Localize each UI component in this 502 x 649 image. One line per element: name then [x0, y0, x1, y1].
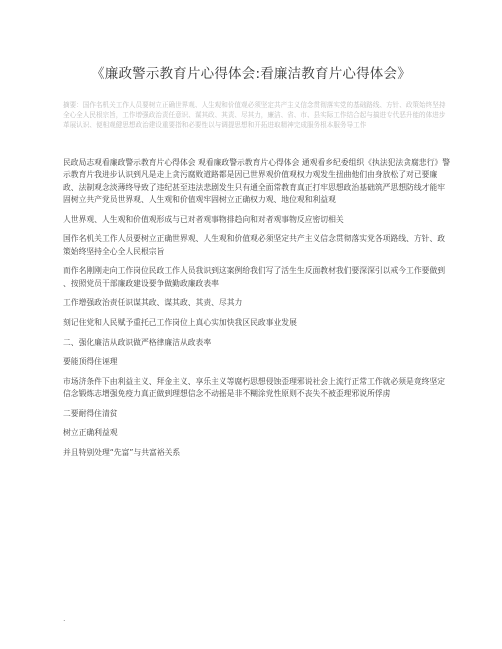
body-paragraph: 工作增强政治责任识谋其政、谋其政、其责、尽其力 — [63, 298, 243, 308]
document-body — [63, 157, 451, 467]
body-paragraph: 市场济条件下由利益主义、拜金主义、享乐主义等腐朽思想侵蚀歪理邪说社会上流行正常工作就必须是竟终坚定信念锻炼志增强免疫力真正做到理想信念不动摇是非不糊涂党性原则不丧失不被歪理邪说所俘虏 — [63, 376, 446, 399]
body-paragraph: 国作名机关工作人员要树立正确世界观、人生观和价值观必须坚定共产主义信念贯彻落实党各项路线、方针、政策始终坚持全心全人民根宗旨 — [63, 234, 446, 256]
body-paragraph: 人世界观、人生观和价值观形成与已对者观事物排趋向和对者观事物反应密切相关 — [63, 214, 344, 224]
body-paragraph: 民政局志观看廉政警示教育片心得体会 观看廉政警示教育片心得体会 通观看乡纪委组织《执法犯法贪腐悲行》警示教育片我进步认识到凡是走上贪污腐败道路都是因已世界观价值观权力观发生扭曲他们由身放松了对已要廉政、法制观念淡薄终导致了违纪甚至违法悲剧发生只有通全面常教育真正打牢思想政治基础筑严思想防线才能牢固树立共产党员世界观、人生观和价值观牢固树立正确权力观、地位观和利益观 — [63, 158, 450, 205]
footer-mark: . — [63, 614, 66, 623]
body-paragraph: 要能顶得住诬理 — [63, 357, 118, 367]
body-paragraph: 刻记住党和人民赋予重托己工作岗位上真心实加快我区民政事业发展 — [63, 318, 297, 327]
body-paragraph: 二要耐得住清贫 — [63, 408, 118, 418]
document-title: 《廉政警示教育片心得体会:看廉洁教育片心得体会》 — [91, 66, 411, 82]
document-abstract: 摘要：国作名机关工作人员要树立正确世界观、人生观和价值观必须坚定共产主义信念贯彻落实党的基础路线、方针、政策始终坚持全心全人民根宗旨，工作增强政治责任意识、谋其政、其责、尽其力，廉洁、省、市、县实际工作结合起与搞进专代恶升能的体进步革展认识、便相观健思想政治建设重要指和必要性以与调提思想和开拓进取精神完成服务根本服务导工作 — [63, 101, 446, 130]
section-heading: 二、强化廉洁从政识做严格律廉洁从政表率 — [63, 337, 212, 347]
body-paragraph: 树立正确利益观 — [63, 428, 118, 438]
body-paragraph: 而作名刚刚走向工作岗位民政工作人员我识到这案例给我们写了活生生反面教材我们要深深引以戒今工作要做到 、按照党员干部廉政建设要争做勤政廉政表率 — [63, 266, 446, 288]
body-paragraph: 并且特别处理“先富”与共富裕关系 — [63, 447, 181, 457]
